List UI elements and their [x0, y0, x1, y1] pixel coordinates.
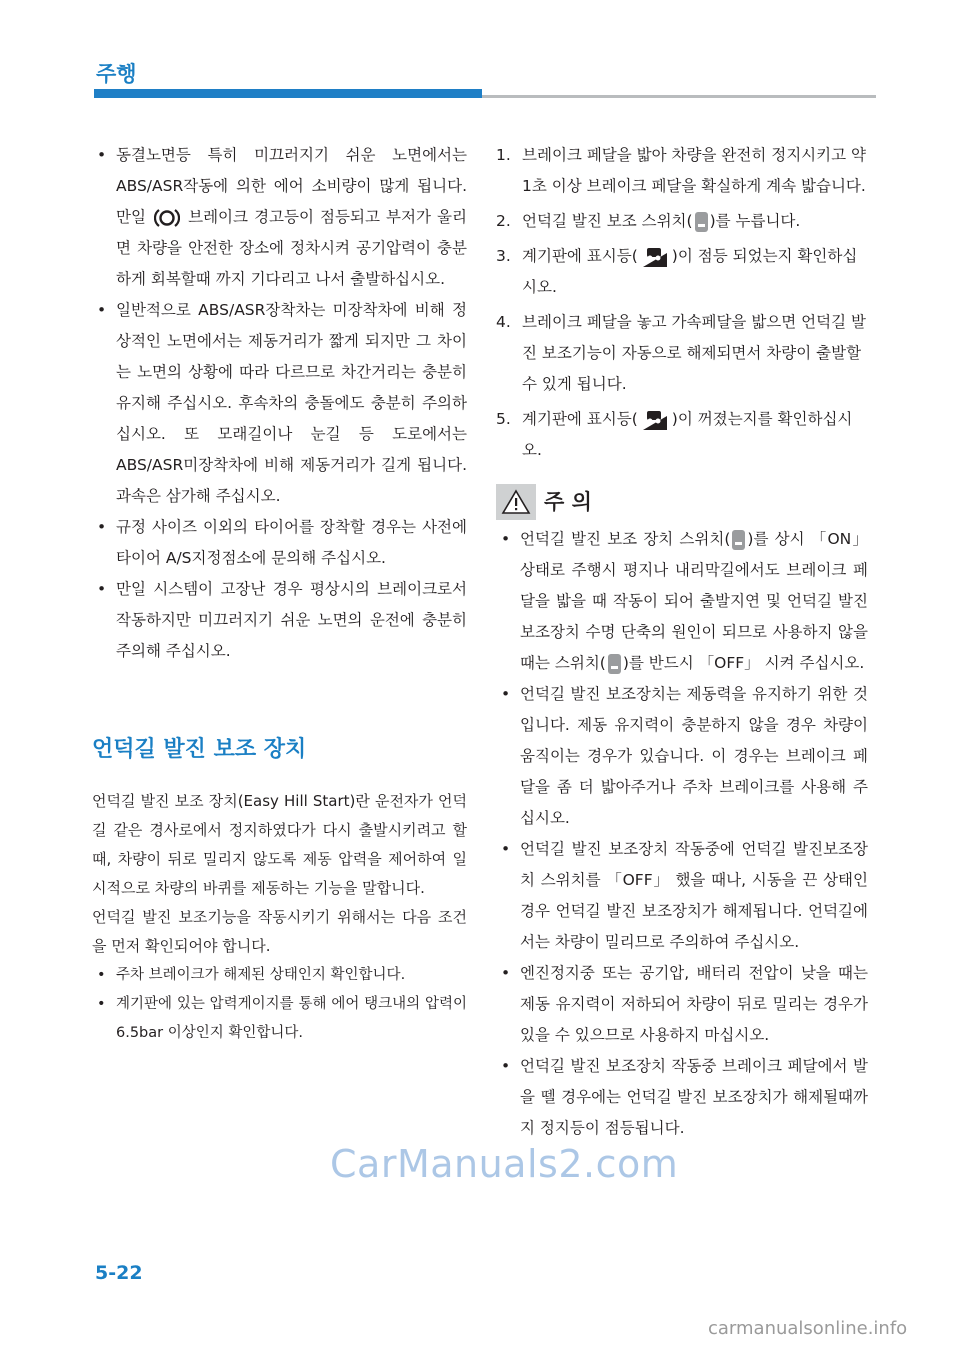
warning-triangle-icon: [496, 484, 536, 520]
hill-switch-icon: [695, 212, 708, 232]
caution-item: • 언덕길 발진 보조장치 작동중 브레이크 페달에서 발을 뗄 경우에는 언덕길 발진 보조장치가 해제될때까지 정지등이 점등됩니다.: [496, 1051, 868, 1144]
caution-header: [496, 484, 868, 520]
step-text-tail: )를 누릅니다.: [709, 212, 801, 230]
step-text: 언덕길 발진 보조 스위치(: [522, 212, 693, 230]
hill-assist-lamp-icon: [641, 408, 669, 432]
footer-watermark: carmanualsonline.info: [708, 1318, 908, 1339]
abs-note-1: [92, 140, 467, 295]
abs-notes: [92, 140, 467, 667]
brake-warning-icon: [154, 207, 180, 229]
header-bar-blue: [94, 89, 482, 98]
hill-switch-icon: [732, 530, 745, 550]
abs-note-4: • 만일 시스템이 고장난 경우 평상시의 브레이크로서 작동하지만 미끄러지기 쉬운 노면의 운전에 충분히 주의해 주십시오.: [92, 574, 467, 667]
step-text: 브레이크 페달을 밟아 차량을 완전히 정지시키고 약 1초 이상 브레이크 페달을 확실하게 계속 밟습니다.: [522, 146, 866, 195]
condition-item: • 주차 브레이크가 해제된 상태인지 확인합니다.: [92, 961, 467, 990]
page-number: 5-22: [95, 1262, 143, 1284]
condition-item: • 계기판에 있는 압력게이지를 통해 에어 탱크내의 압력이 6.5bar 이상인지 확인합니다.: [92, 990, 467, 1048]
caution-item: • 언덕길 발진 보조장치는 제동력을 유지하기 위한 것입니다. 제동 유지력이 충분하지 않을 경우 차량이 움직이는 경우가 있습니다. 이 경우는 브레이크 페달을 좀 더 밟아주거나 주차 브레이크를 사용해 주십시오.: [496, 679, 868, 834]
step-3: [496, 241, 868, 303]
abs-note-2: • 일반적으로 ABS/ASR장착차는 미장착차에 비해 정상적인 노면에서는 제동거리가 짧게 되지만 그 차이는 노면의 상황에 따라 다르므로 차간거리는 충분히 유지해 주십시오. 후속차의 충돌에도 충분히 주의하십시오. 또 모래길이나 눈길 등 도로에서는 ABS/ASR미장착차에 비해 제동거리가 길게 됩니다. 과속은 삼가해 주십시오.: [92, 295, 467, 512]
step-5: [496, 404, 868, 466]
step-number: 1.: [496, 146, 511, 164]
caution-item: • 언덕길 발진 보조장치 작동중에 언덕길 발진보조장치 스위치를 「OFF」 했을 때나, 시동을 끈 상태인 경우 언덕길 발진 보조장치가 해제됩니다. 언덕길에서는 차량이 밀리므로 주의하여 주십시오.: [496, 834, 868, 958]
step-4: [496, 307, 868, 400]
watermark: CarManuals2.com: [330, 1142, 679, 1186]
step-number: 2.: [496, 212, 511, 230]
right-column: [496, 140, 868, 1144]
step-text: 브레이크 페달을 놓고 가속페달을 밟으면 언덕길 발진 보조기능이 자동으로 해제되면서 차량이 출발할 수 있게 됩니다.: [522, 313, 866, 393]
caution-text: )를 상시 「ON」상태로 주행시 평지나 내리막길에서도 브레이크 페달을 밟을 때 작동이 되어 출발지연 및 언덕길 발진 보조장치 수명 단축의 원인이 되므로 사용하지 않을 때는 스위치(: [520, 530, 868, 672]
left-column: [92, 140, 467, 1048]
step-1: [496, 140, 868, 202]
step-text-tail: )이 꺼졌는지를 확인하십시오.: [522, 410, 853, 459]
header-bar-gray: [482, 95, 876, 98]
header-title: 주행: [96, 62, 137, 86]
abs-note-1-tail: 브레이크 경고등이 점등되고 부저가 울리면 차량을 안전한 장소에 정차시켜 공기압력이 충분하게 회복할때 까지 기다리고 나서 출발하십시오.: [116, 208, 467, 288]
caution-item-1: [496, 524, 868, 679]
section-para-2: 언덕길 발진 보조기능을 작동시키기 위해서는 다음 조건을 먼저 확인되어야 합니다.: [92, 908, 467, 955]
caution-list: [496, 524, 868, 1144]
hill-switch-icon: [608, 654, 621, 674]
abs-note-3: • 규정 사이즈 이외의 타이어를 장착할 경우는 사전에 타이어 A/S지정점소에 문의해 주십시오.: [92, 512, 467, 574]
section-title: 언덕길 발진 보조 장치: [92, 737, 307, 762]
step-2: [496, 206, 868, 237]
condition-list: [92, 961, 467, 1048]
step-number: 5.: [496, 410, 511, 428]
step-text-tail: )이 점등 되었는지 확인하십시오.: [522, 247, 858, 296]
section-para-1: 언덕길 발진 보조 장치(Easy Hill Start)란 운전자가 언덕길 같은 경사로에서 정지하였다가 다시 출발시키려고 할 때, 차량이 뒤로 밀리지 않도록 제동 압력을 제어하여 일시적으로 차량의 바퀴를 제동하는 기능을 말합니다.: [92, 792, 467, 897]
step-number: 4.: [496, 313, 511, 331]
step-number: 3.: [496, 247, 511, 265]
caution-text: )를 반드시 「OFF」 시켜 주십시오.: [622, 654, 865, 672]
caution-text: 언덕길 발진 보조 장치 스위치(: [520, 530, 731, 548]
caution-title: 주 의: [544, 489, 592, 514]
step-text: 계기판에 표시등(: [522, 410, 638, 428]
hill-assist-lamp-icon: [641, 245, 669, 269]
abs-note-1-text: 동결노면등 특히 미끄러지기 쉬운 노면에서는 ABS/ASR작동에 의한 에어 소비량이 많게 됩니다. 만일: [116, 146, 467, 226]
caution-item: • 엔진정지중 또는 공기압, 배터리 전압이 낮을 때는 제동 유지력이 저하되어 차량이 뒤로 밀리는 경우가 있을 수 있으므로 사용하지 마십시오.: [496, 958, 868, 1051]
step-text: 계기판에 표시등(: [522, 247, 638, 265]
